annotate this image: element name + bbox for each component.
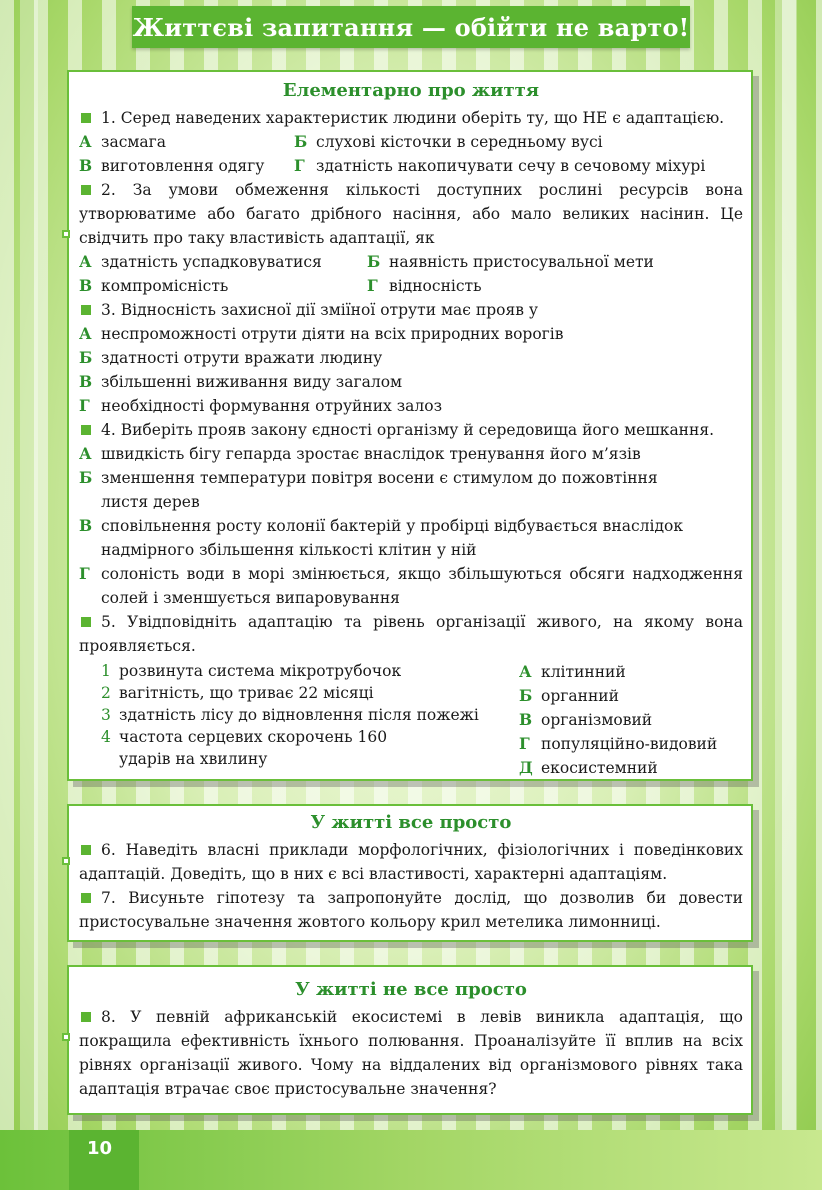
list-item: 4 частота серцевих скорочень 160 ударів на хвилину xyxy=(101,728,388,768)
question-4: 4. Виберіть прояв закону єдності організму й середовища його мешкання. xyxy=(79,418,743,442)
margin-marker-icon xyxy=(62,230,70,238)
question-7: 7. Висуньте гіпотезу та запропонуйте дослід, що дозволив би довести пристосувальне значення жовтого кольору крил метелика лимонниці. xyxy=(79,889,743,931)
option: В виготовлення одягу xyxy=(79,156,265,175)
option: Б наявність пристосувальної мети xyxy=(367,252,654,271)
option: А засмага xyxy=(79,132,167,151)
section-elementary xyxy=(67,70,753,781)
bullet-square-icon xyxy=(81,305,91,315)
option: В сповільнення росту колонії бактерій у пробірці відбувається внаслідок надмірного збільшення кількості клітин у ній xyxy=(79,516,684,559)
page-number: 10 xyxy=(69,1130,139,1190)
section-title: У житті не все просто xyxy=(295,979,527,1000)
margin-marker-icon xyxy=(62,1033,70,1041)
question-1: 1. Серед наведених характеристик людини оберіть ту, що НЕ є адаптацією. xyxy=(79,106,743,130)
option: Г здатність накопичувати сечу в сечовому міхурі xyxy=(294,156,706,175)
matching-columns xyxy=(79,660,743,780)
bullet-square-icon xyxy=(81,425,91,435)
option: В збільшенні виживання виду загалом xyxy=(79,372,403,391)
option: Б слухові кісточки в середньому вусі xyxy=(294,132,603,151)
question-8: 8. У певній африканській екосистемі в левів виникла адаптація, що покращила ефективність їхнього полювання. Проаналізуйте її вплив на всіх рівнях організації живого. Чому на віддалених від організмового рівнях така адаптація втрачає своє пристосувальне значення? xyxy=(79,1008,743,1098)
section-title: Елементарно про життя xyxy=(282,80,540,101)
question-5: 5. Увідповідніть адаптацію та рівень організації живого, на якому вона проявляється. xyxy=(79,613,743,655)
option: Б здатності отрути вражати людину xyxy=(79,348,383,367)
section-title: У житті все просто xyxy=(310,812,512,833)
section-not-simple xyxy=(67,965,753,1115)
option: В організмовий xyxy=(519,710,653,729)
page-header xyxy=(132,6,690,48)
option: Д екосистемний xyxy=(519,758,658,777)
option: А здатність успадковуватися xyxy=(79,252,322,271)
question-6: 6. Наведіть власні приклади морфологічних, фізіологічних і поведінкових адаптацій. Доведіть, що в них є всі властивості, характерні адаптаціям. xyxy=(79,841,743,883)
bullet-square-icon xyxy=(81,113,91,123)
bullet-square-icon xyxy=(81,1012,91,1022)
options-row xyxy=(79,250,743,274)
option: А неспроможності отрути діяти на всіх природних ворогів xyxy=(79,324,564,343)
options-row xyxy=(79,130,743,154)
option: А клітинний xyxy=(519,662,626,681)
bullet-square-icon xyxy=(81,845,91,855)
option: Г необхідності формування отруйних залоз xyxy=(79,396,443,415)
bullet-square-icon xyxy=(81,893,91,903)
list-item: 1 розвинута система мікротрубочок xyxy=(101,662,402,680)
matching-right xyxy=(509,660,717,780)
option: В компромісність xyxy=(79,276,229,295)
bullet-square-icon xyxy=(81,185,91,195)
question-2: 2. За умови обмеження кількості доступних рослині ресурсів вона утворюватиме або багато дрібного насіння, або мало великих насінин. Це свідчить про таку властивість адаптації, як xyxy=(79,181,743,247)
bullet-square-icon xyxy=(81,617,91,627)
list-item: 3 здатність лісу до відновлення після пожежі xyxy=(101,706,479,724)
option: Б зменшення температури повітря восени є стимулом до пожовтіння листя дерев xyxy=(79,468,658,511)
option: А швидкість бігу гепарда зростає внаслідок тренування його м’язів xyxy=(79,444,641,463)
page-title: Життєві запитання — обійти не варто! xyxy=(132,12,690,42)
option: Г популяційно-видовий xyxy=(519,734,718,753)
option: Г відносність xyxy=(367,276,482,295)
option: Г солоність води в морі змінюється, якщо збільшуються обсяги надходження солей і зменшується випаровування xyxy=(79,564,743,607)
option: Б органний xyxy=(519,686,619,705)
question-3: 3. Відносність захисної дії зміїної отрути має прояв у xyxy=(79,298,743,322)
background-stripe xyxy=(775,0,797,1190)
section-simple xyxy=(67,804,753,942)
matching-left xyxy=(79,660,509,780)
options-row xyxy=(79,274,743,298)
options-row xyxy=(79,154,743,178)
list-item: 2 вагітність, що триває 22 місяці xyxy=(101,684,374,702)
margin-marker-icon xyxy=(62,857,70,865)
background-stripe xyxy=(20,0,38,1190)
